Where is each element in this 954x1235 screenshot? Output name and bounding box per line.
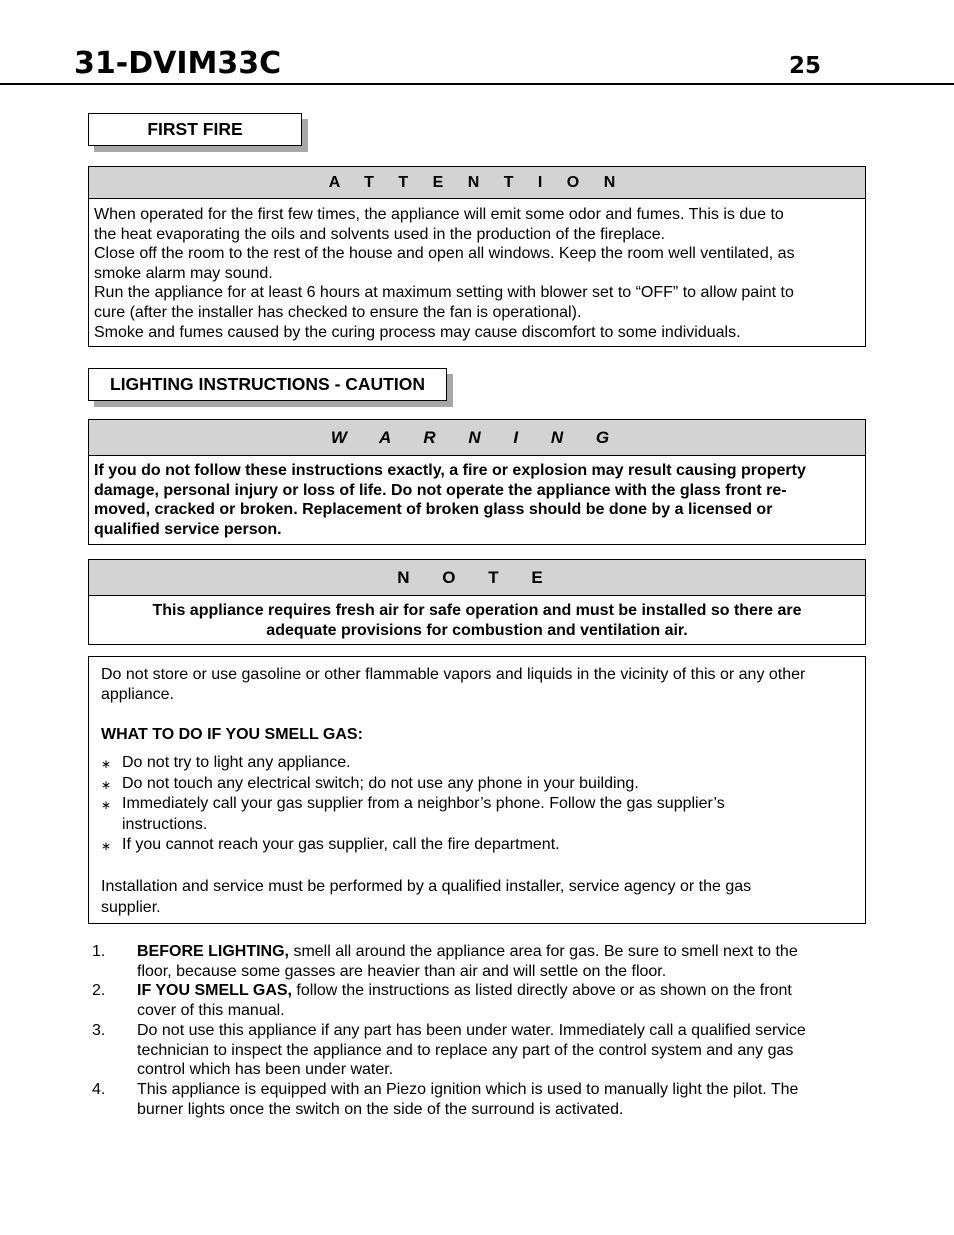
gas-bullet-item	[101, 794, 861, 835]
step-number: 2.	[92, 982, 106, 1000]
attention-line: cure (after the installer has checked to ensure the fan is operational).	[94, 303, 582, 321]
warning-line: qualified service person.	[94, 520, 282, 538]
page-number: 25	[789, 53, 822, 79]
step-text: cover of this manual.	[137, 1002, 285, 1020]
step-text: control which has been under water.	[137, 1061, 394, 1079]
lighting-instructions-label-text: LIGHTING INSTRUCTIONS - CAUTION	[110, 374, 425, 394]
asterisk-bullet-icon: ∗	[101, 798, 112, 812]
step-number: 3.	[92, 1021, 106, 1039]
gas-intro-line: Do not store or use gasoline or other flammable vapors and liquids in the vicinity of this or any other	[101, 666, 806, 683]
gas-closing-line: Installation and service must be performed by a qualified installer, service agency or the gas	[101, 878, 752, 895]
lighting-instructions-label	[88, 368, 447, 401]
note-heading-text: N O T E	[397, 568, 557, 587]
attention-panel	[88, 166, 866, 347]
gas-bullet-item	[101, 835, 861, 856]
asterisk-bullet-icon: ∗	[101, 757, 112, 771]
note-panel	[88, 559, 866, 645]
attention-line: When operated for the first few times, the appliance will emit some odor and fumes. This is due to	[94, 206, 784, 223]
gas-bullet-text: If you cannot reach your gas supplier, call the fire department.	[122, 836, 560, 853]
step-text: burner lights once the switch on the side of the surround is activated.	[137, 1100, 624, 1118]
step-number: 1.	[92, 943, 106, 960]
warning-line: moved, cracked or broken. Replacement of broken glass should be done by a licensed or	[94, 501, 773, 519]
attention-line: Smoke and fumes caused by the curing process may cause discomfort to some individuals.	[94, 323, 741, 341]
gas-safety-box	[88, 656, 866, 924]
step-item	[92, 942, 867, 981]
gas-bullet-text: Do not try to light any appliance.	[122, 754, 351, 771]
document-title: 31-DVIM33C	[74, 46, 282, 81]
gas-bullet-item	[101, 774, 861, 795]
step-text: technician to inspect the appliance and to replace any part of the control system and any gas	[137, 1041, 794, 1059]
warning-heading-text: W A R N I N G	[330, 428, 624, 447]
warning-heading	[89, 420, 865, 456]
first-fire-label	[88, 113, 302, 146]
gas-bullet-list	[101, 753, 861, 856]
attention-line: Run the appliance for at least 6 hours at maximum setting with blower set to “OFF” to allow paint to	[94, 284, 794, 302]
attention-line: smoke alarm may sound.	[94, 264, 273, 282]
asterisk-bullet-icon: ∗	[101, 777, 112, 792]
gas-bullet-item	[101, 753, 861, 774]
warning-body	[89, 456, 865, 543]
step-item	[92, 981, 867, 1020]
note-line: This appliance requires fresh air for safe operation and must be installed so there are	[152, 602, 802, 619]
lighting-steps-list	[92, 942, 867, 1119]
step-bold-lead: IF YOU SMELL GAS,	[137, 982, 292, 1000]
step-item	[92, 1021, 867, 1080]
step-text: smell all around the appliance area for gas. Be sure to smell next to the	[289, 943, 798, 960]
gas-subheading: WHAT TO DO IF YOU SMELL GAS:	[101, 726, 363, 743]
step-text: Do not use this appliance if any part has been under water. Immediately call a qualified service	[137, 1021, 806, 1039]
gas-closing-line: supplier.	[101, 899, 161, 916]
gas-bullet-text: Do not touch any electrical switch; do not use any phone in your building.	[122, 774, 639, 792]
gas-intro-line: appliance.	[101, 686, 174, 703]
warning-panel	[88, 419, 866, 545]
note-heading	[89, 560, 865, 596]
warning-line: If you do not follow these instructions exactly, a fire or explosion may result causing property	[94, 462, 806, 479]
asterisk-bullet-icon: ∗	[101, 839, 112, 853]
gas-bullet-text: instructions.	[122, 815, 208, 833]
header-rule	[0, 83, 954, 85]
step-text: This appliance is equipped with an Piezo ignition which is used to manually light the pilot. The	[137, 1080, 799, 1098]
step-text: floor, because some gasses are heavier than air and will settle on the floor.	[137, 962, 667, 980]
note-body	[89, 596, 865, 644]
attention-line: the heat evaporating the oils and solvents used in the production of the fireplace.	[94, 225, 666, 243]
step-number: 4.	[92, 1080, 106, 1098]
step-text: follow the instructions as listed directly above or as shown on the front	[291, 982, 792, 1000]
gas-bullet-text: Immediately call your gas supplier from a neighbor’s phone. Follow the gas supplier’s	[122, 795, 725, 812]
step-bold-lead: BEFORE LIGHTING,	[137, 943, 289, 960]
step-item	[92, 1080, 867, 1119]
note-line: adequate provisions for combustion and ventilation air.	[266, 621, 688, 639]
attention-body	[89, 199, 865, 346]
attention-heading	[89, 167, 865, 199]
attention-heading-text: A T T E N T I O N	[328, 174, 626, 191]
attention-line: Close off the room to the rest of the house and open all windows. Keep the room well ventilated, as	[94, 245, 795, 263]
warning-line: damage, personal injury or loss of life. Do not operate the appliance with the glass front re-	[94, 481, 787, 499]
first-fire-label-text: FIRST FIRE	[147, 119, 243, 139]
